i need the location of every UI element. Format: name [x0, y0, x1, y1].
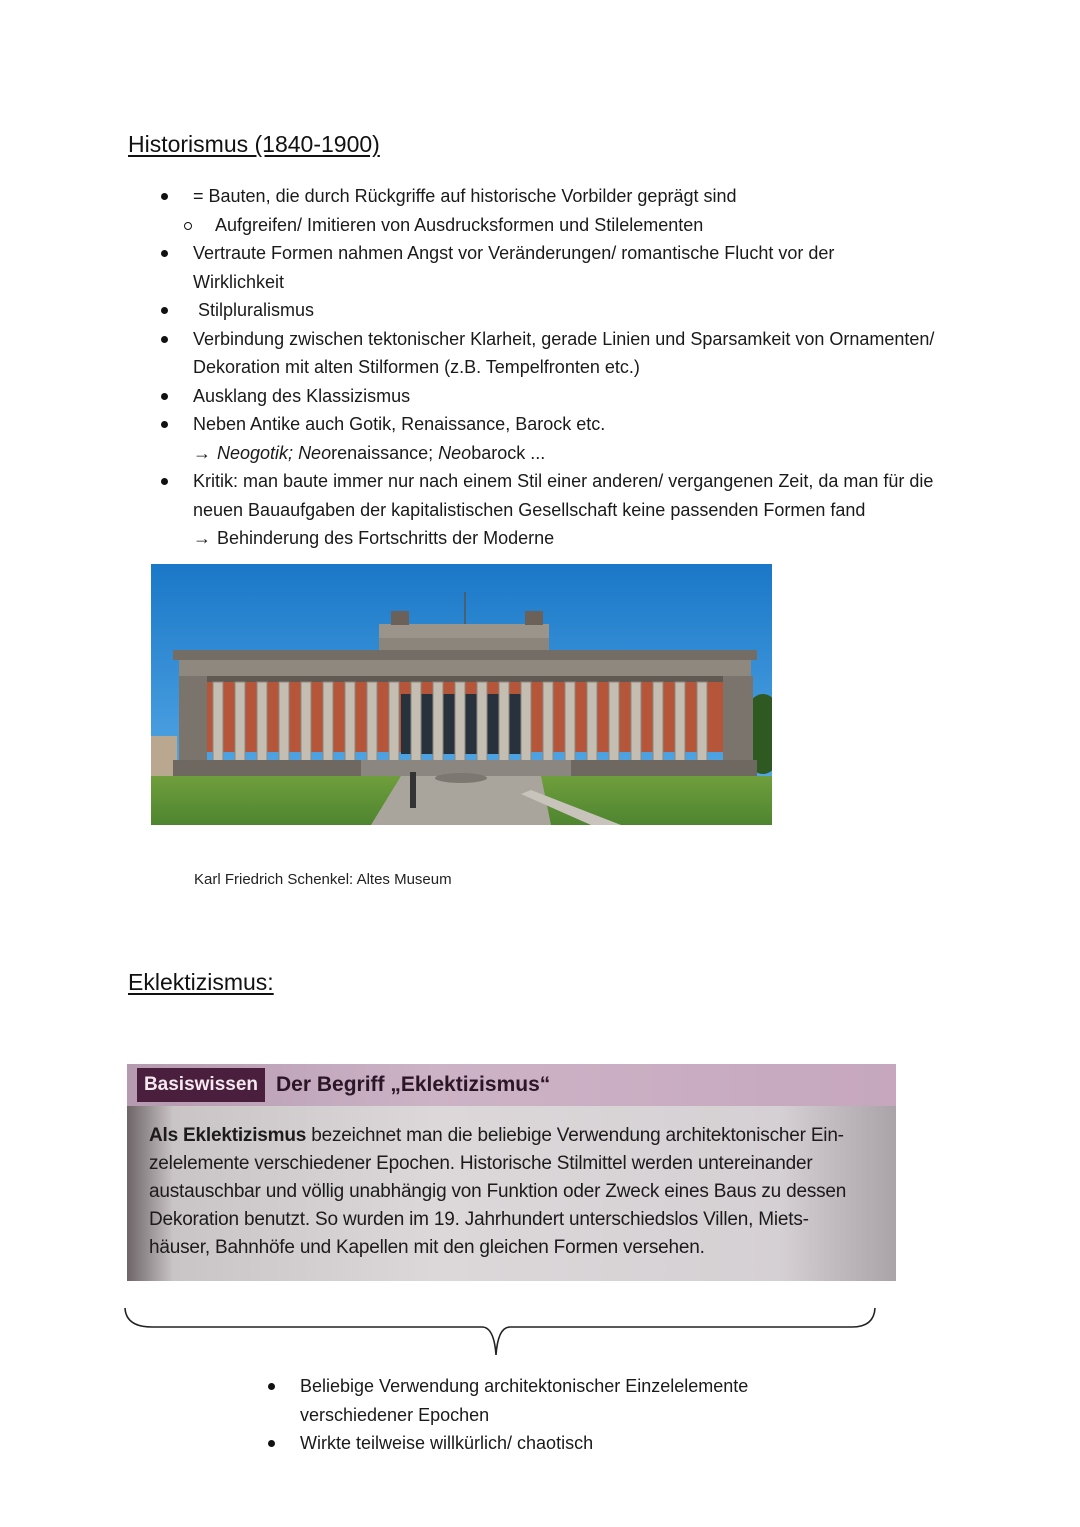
list-item: Neben Antike auch Gotik, Renaissance, Barock etc. → Neogotik; Neorenaissance; Neobarock ... [150, 410, 934, 467]
sub-list-item: Aufgreifen/ Imitieren von Ausdrucksformen und Stilelementen [150, 211, 934, 240]
eklektizismus-bullet-list [257, 1372, 748, 1458]
list-item: Ausklang des Klassizismus [150, 382, 934, 411]
textbook-box-text: Als Eklektizismus bezeichnet man die beliebige Verwendung architektonischer Ein- zelelemente verschiedener Epochen. Historische Stilmittel werden untereinander austauschbar und völlig unabhängig von Funktion oder Zweck eines Baus zu dessen Dekoration benutzt. So wurden im 19. Jahrhundert unterschiedslos Villen, Miets- häuser, Bahnhöfe und Kapellen mit den gleichen Formen versehen. [149, 1125, 847, 1258]
list-item: Stilpluralismus [150, 296, 934, 325]
arrow-right-icon: → [193, 442, 211, 463]
list-item: Verbindung zwischen tektonischer Klarheit, gerade Linien und Sparsamkeit von Ornamenten/ Dekoration mit alten Stilformen (z.B. Tempelfronten etc.) [150, 325, 934, 382]
section-heading-historismus: Historismus (1840-1900) [128, 131, 380, 157]
list-item: Wirkte teilweise willkürlich/ chaotisch [257, 1429, 748, 1458]
bullet-icon [161, 393, 168, 400]
photo-caption: Karl Friedrich Schenkel: Altes Museum [194, 871, 452, 888]
bullet-icon [161, 336, 168, 343]
section-heading-eklektizismus: Eklektizismus: [128, 969, 274, 995]
list-item: Beliebige Verwendung architektonischer Einzelelemente verschiedener Epochen [257, 1372, 748, 1429]
curly-brace-icon [122, 1305, 882, 1361]
bullet-icon [268, 1383, 275, 1390]
textbook-excerpt-box [127, 1064, 896, 1281]
bullet-icon [161, 421, 168, 428]
altes-museum-photo [151, 564, 772, 825]
list-item: = Bauten, die durch Rückgriffe auf historische Vorbilder geprägt sind [150, 182, 934, 211]
historismus-bullet-list [150, 182, 934, 553]
textbook-box-title: Der Begriff „Eklektizismus“ [276, 1073, 551, 1096]
bullet-icon [161, 250, 168, 257]
circle-bullet-icon [184, 222, 192, 230]
arrow-right-icon: → [193, 528, 211, 548]
list-item: Vertraute Formen nahmen Angst vor Veränderungen/ romantische Flucht vor der Wirklichkeit [150, 239, 934, 296]
basiswissen-label: Basiswissen [137, 1068, 265, 1102]
bullet-icon [161, 307, 168, 314]
bullet-icon [161, 478, 168, 485]
neo-styles-line: → Neogotik; Neorenaissance; Neobarock ... [193, 443, 545, 463]
list-item: Kritik: man baute immer nur nach einem Stil einer anderen/ vergangenen Zeit, da man für die neuen Bauaufgaben der kapitalistischen Gesellschaft keine passenden Formen fand → Behinderung des Fortschritts der Moderne [150, 467, 934, 553]
bullet-icon [268, 1440, 275, 1447]
bullet-icon [161, 193, 168, 200]
